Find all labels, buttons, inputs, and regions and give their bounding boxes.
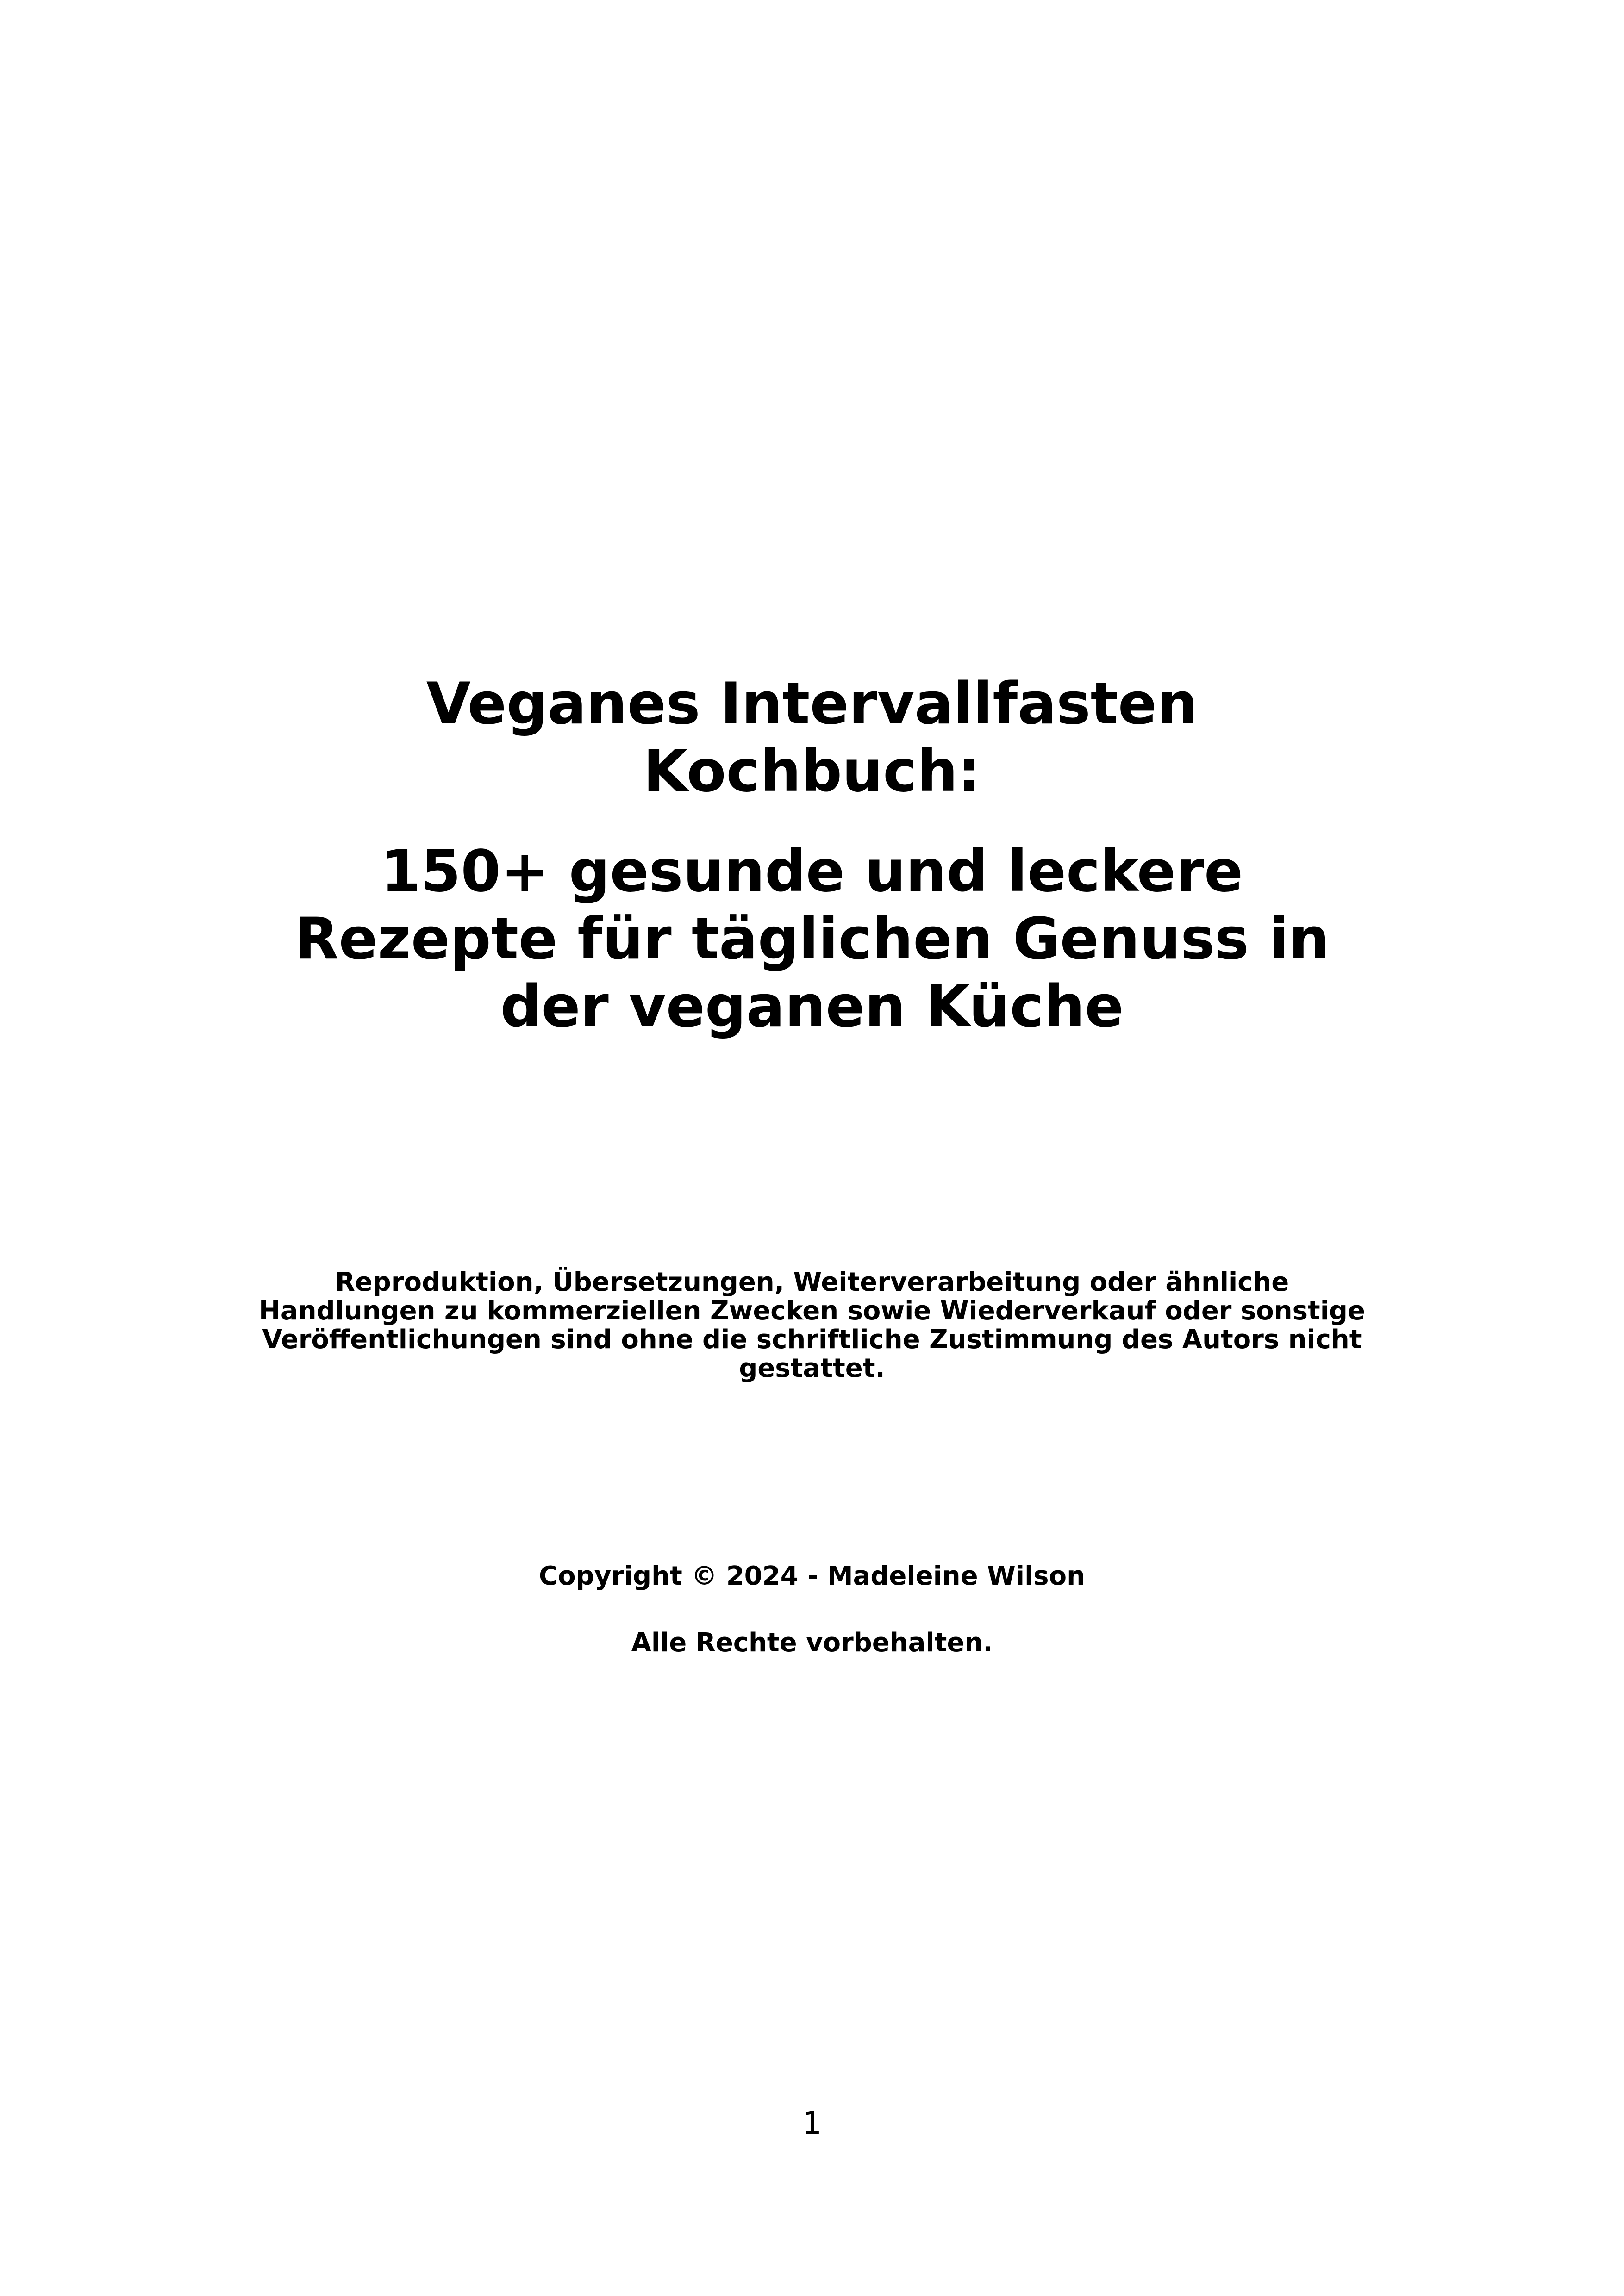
book-subtitle-line-3: der veganen Küche [500, 973, 1124, 1040]
reproduction-notice-line-2: Handlungen zu kommerziellen Zwecken sowie Wiederverkauf oder sonstige [259, 1296, 1365, 1326]
reproduction-notice-line-3: Veröffentlichungen sind ohne die schriftliche Zustimmung des Autors nicht [262, 1325, 1362, 1355]
book-subtitle [0, 838, 1624, 1040]
book-subtitle-line-1: 150+ gesunde und leckere [381, 838, 1243, 905]
reproduction-notice-line-1: Reproduktion, Übersetzungen, Weiterverarbeitung oder ähnliche [335, 1267, 1289, 1297]
book-title-line-1: Veganes Intervallfasten [426, 671, 1198, 737]
page-number: 1 [802, 2105, 822, 2141]
book-subtitle-line-2: Rezepte für täglichen Genuss in [294, 906, 1330, 972]
reproduction-notice-line-4: gestattet. [739, 1353, 885, 1383]
rights-reserved: Alle Rechte vorbehalten. [631, 1628, 993, 1658]
copyright-line: Copyright © 2024 - Madeleine Wilson [539, 1561, 1085, 1591]
reproduction-notice [256, 1268, 1368, 1383]
book-title [0, 670, 1624, 805]
book-title-line-2: Kochbuch: [643, 738, 981, 805]
